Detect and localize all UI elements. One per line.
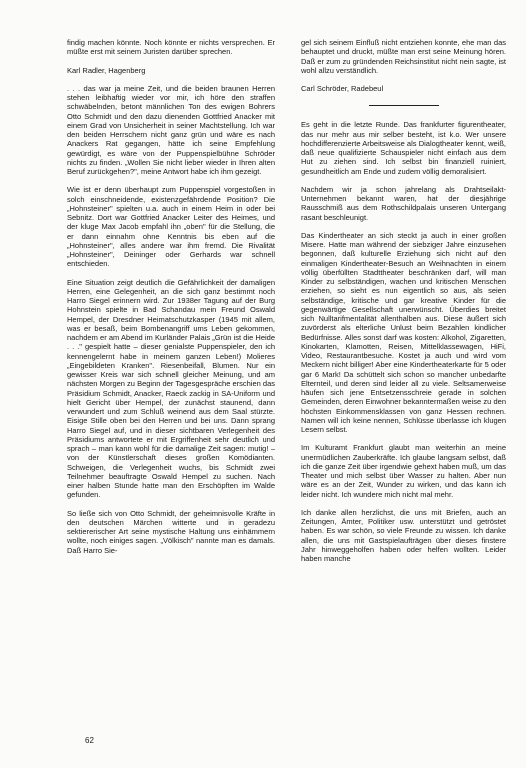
paragraph: . . . das war ja meine Zeit, und die beiden braunen Herren stehen leibhaftig wieder vor mir, ich höre den straffen schwäbelnden, betont männlichen Ton des ewigen Bohrers Otto Schmidt und den dazu dienenden Gottfried Anacker mit einem Grad von Unsicherheit in seiner Machtstellung. Ich war den beiden Herrschern nicht ganz grün und wäre es nach Anackers Rat gegangen, hätte ich seine Empfehlung gewürdigt, es wäre von der Puppenspielbühne Schröder nichts zu finden. „Wollen Sie nicht lieber wieder in Ihren alten Beruf zurückgehen?", meine Antwort habe ich ihm gezeigt. [67,83,275,176]
section-divider [369,105,439,106]
left-column [67,38,275,555]
right-column [301,38,506,563]
paragraph: Ich danke allen herzlichst, die uns mit Briefen, auch an Zeitungen, Ämter, Politiker usw. unterstützt und getröstet haben. Es war schön, so viele Freunde zu wissen. Ich danke allen, die uns mit Gastspielaufträgen über dieses finstere Jahr hinweggeholfen haben oder helfen wollten. Leider haben manche [301,507,506,563]
signature-schroeder: Carl Schröder, Radebeul [301,84,384,93]
paragraph: Nachdem wir ja schon jahrelang als Drahtseilakt-Unternehmen bekannt waren, hat der diesjährige Rausschmiß aus dem Rothschildpalais unseren Untergang rasant beschleunigt. [301,184,506,222]
paragraph: Wie ist er denn überhaupt zum Puppenspiel vorgestoßen in solch einschneidende, existenzgefährdende Position? Die „Hohnsteiner" spielten u.a. auch in einem Heim in oder bei Sebnitz. Dort war Gottfried Anacker Leiter des Heimes, und der kluge Max Jacob empfahl ihn „oben" für die Stellung, die er dann einnahm ohne Kenntnis bis eben auf die „Hohnsteiner", alles andere war ihm fremd. Die Rivalität „Hohnsteiner", Deininger oder Gerhards war schnell entschieden. [67,185,275,269]
paragraph: gel sich seinem Einfluß nicht entziehen konnte, ehe man das behauptet und druckt, müßte man erst seine Meinung hören. Daß er zum zu gründenden Reichsinstitut nicht nein sagte, ist wohl allzu verständlich. [301,38,506,75]
page-number: 62 [85,736,94,745]
paragraph: Das Kindertheater an sich steckt ja auch in einer großen Misere. Hatte man während der siebziger Jahre einzusehen begonnen, daß kulturelle Erziehung sich nicht auf den einmaligen Kindertheater-Besuch an Weihnachten in einem völlig überfüllten Stadttheater beschränken darf, will man Kinder zu selbständigen, wachen und kritischen Menschen erziehen, so sieht es nun eigentlich so aus, als seien selbständige, kritische und gar kreative Kinder für die gegenwärtige Gesellschaft unerwünscht. Überdies breitet sich Nulltarifmentalität allenthalben aus. Diese äußert sich zuvörderst als elterliche Unlust beim Bezahlen kindlicher Bedürfnisse. Alles sonst darf was kosten: Alkohol, Zigaretten, Kinokarten, Klamotten, Reisen, Mittelklassewagen, HiFi, Video, Restaurantbesuche. Kostet ja auch und wird vom Meckern nicht billiger! Aber eine Kindertheaterkarte für 5 oder gar 6 Mark! Da schüttelt sich schon so mancher unbedarfte Elternteil, und deren sind leider all zu viele. Seltsamerweise häufen sich jene Entsetzensschreie gerade in solchen Gemeinden, deren Einwohner bekanntermaßen weise zu den höchsten Einkommensklassen von ganz Hessen rechnen. Namen will ich keine nennen, Schlüsse überlasse ich klugen Lesern selbst. [301,230,506,434]
paragraph: Es geht in die letzte Runde. Das frankfurter figurentheater, das nur mehr aus mir selber besteht, ist k.o. Wer unsere hochdifferenzierte Arbeitsweise als Dialogtheater kennt, weiß, daß neue qualifizierte Schauspieler nicht einfach aus dem Hut zu ziehen sind. Ich selbst bin finanziell ruiniert, gesundheitlich am Ende und zudem völlig demoralisiert. [301,120,506,176]
paragraph: Eine Situation zeigt deutlich die Gefährlichkeit der damaligen Herren, eine Gelegenheit, an die sich ganz bestimmt noch Harro Siegel erinnern wird. Zur 1938er Tagung auf der Burg Hohnstein spielte in Bad Schandau mein Freund Oswald Hempel, der Dresdner Heimatschutzkasper (1945 mit allem, was er besaß, beim Bombenangriff ums Leben gekommen, nachdem er am Abend im Kurländer Palais „Grün ist die Heide . . ." gespielt hatte – dieser genialste Puppenspieler, den ich kennengelernt habe in meinem ganzen Leben!) Molieres „Eingebildeten Kranken". Riesenbeifall, Blumen. Nur ein gewisser Kreis war sich schnell gleicher Meinung, und am nächsten Morgen zu Beginn der Tagesgespräche erschien das Präsidium Schmidt, Anacker, Raeck zackig in SA-Uniform und hielt Gericht über Hempel, der zunächst staunend, dann verwundert und zum Schluß weinend aus dem Saal stürzte. Eisige Stille oben bei den Herren und bei uns. Dann sprang Harro Siegel auf, und in dieser sichtbaren Verlegenheit des Präsidiums antwortete er mit Ergriffenheit sehr deutlich und sprach – man kann wohl für die damalige Zeit sagen: mutig! – von der Künstlerschaft dieses großen Komödianten. Schweigen, die Verlegenheit wuchs, bis Schmidt zwei Teilnehmer beauftragte Oswald Hempel zu suchen. Nach einer halben Stunde hatte man den Erschöpften im Walde gefunden. [67,277,275,500]
paragraph: findig machen könnte. Noch könnte er nichts versprechen. Er müßte erst mit seinem Juristen darüber sprechen. [67,38,275,57]
paragraph: Im Kulturamt Frankfurt glaubt man weiterhin an meine unermüdlichen Zauberkräfte. Ich glaube langsam selbst, daß ich die ganze Zeit über irgendwie gehext haben muß, um das Theater und mich selbst über Wasser zu halten. Aber nun wäre es an der Zeit, Wunder zu wirken, und das kann ich leider nicht. Ich wundere mich nicht mal mehr. [301,443,506,499]
paragraph: So ließe sich von Otto Schmidt, der geheimnisvolle Kräfte in den deutschen Märchen witterte und in geradezu sektiererischer Art seine mystische Haltung uns einhämmern wollte, noch einiges sagen. „Völkisch" nannte man es damals. Daß Harro Sie- [67,508,275,555]
signature-radler: Karl Radler, Hagenberg [67,65,146,75]
